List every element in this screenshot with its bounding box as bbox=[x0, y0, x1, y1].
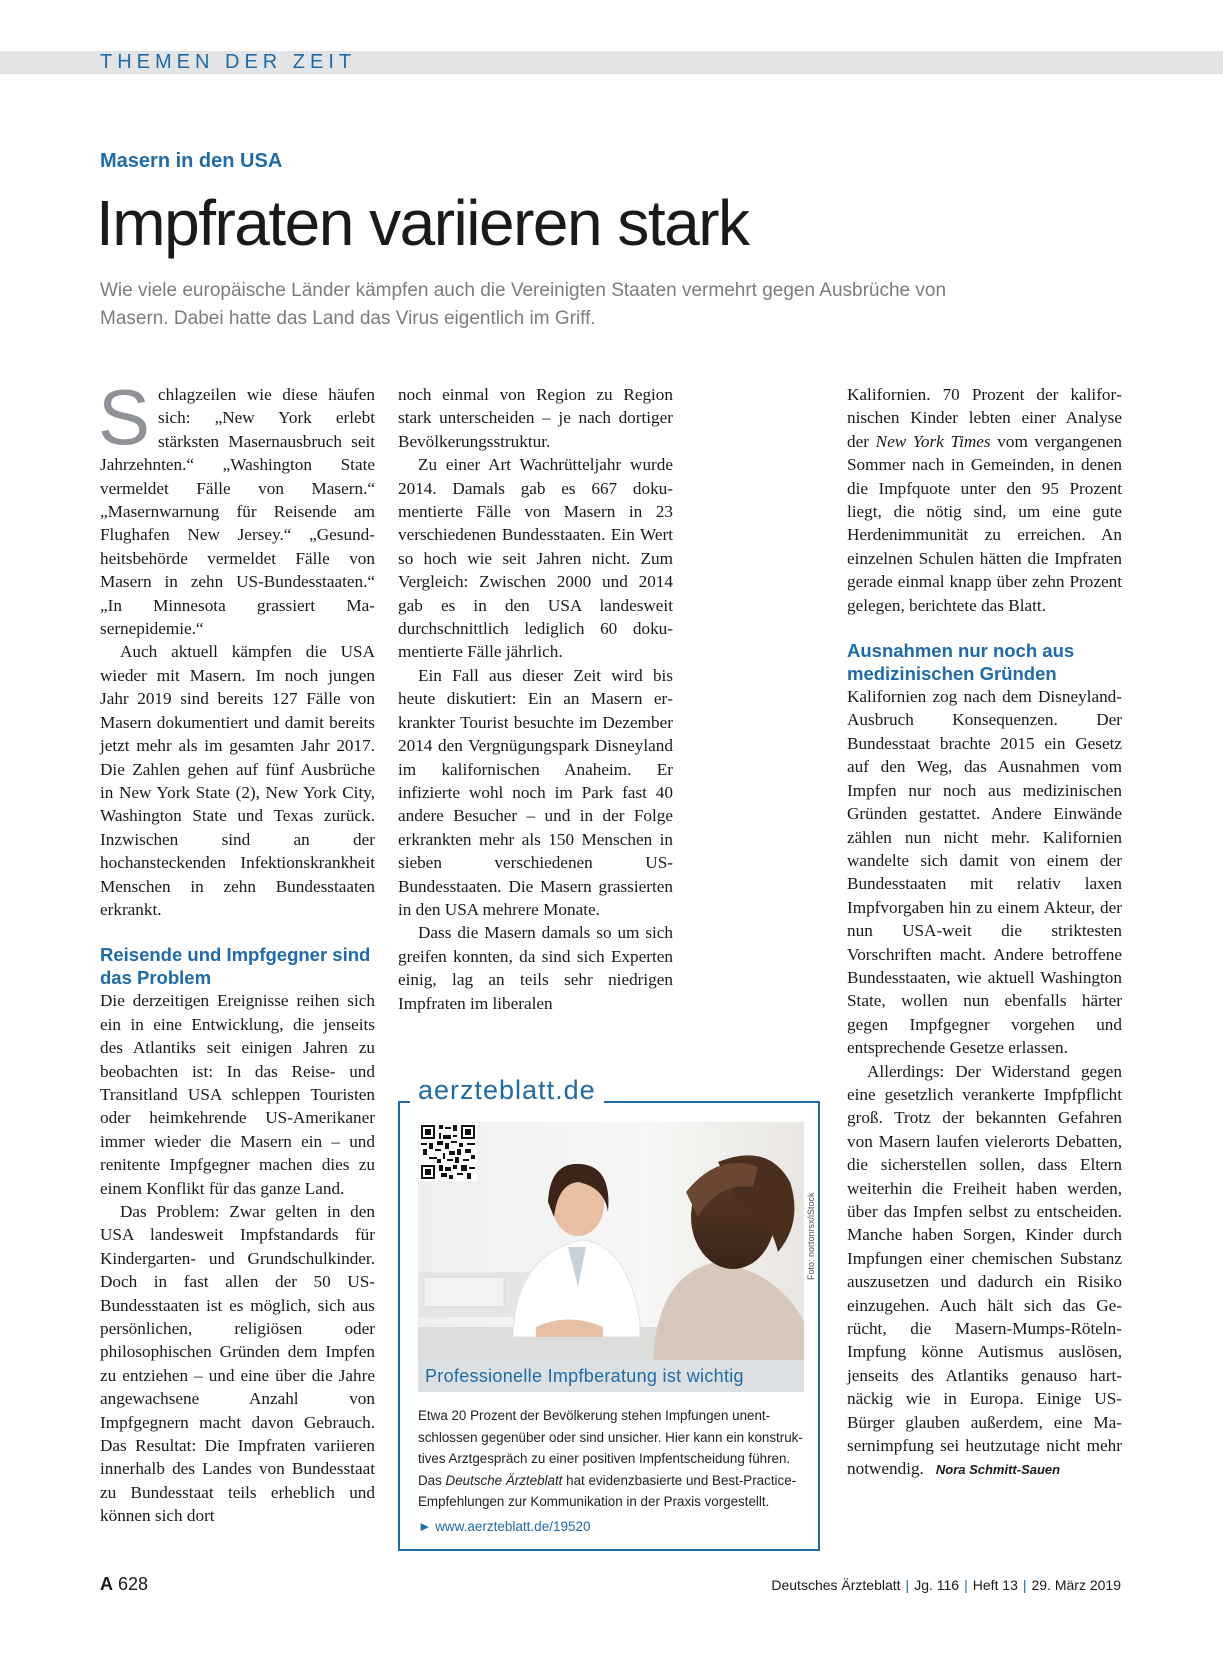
section-label: THEMEN DER ZEIT bbox=[100, 51, 357, 73]
paragraph: Dass die Masern damals so um sich greifen konnten, da sind sich Experten einig, lag an teils sehr niedrigen Impfraten im liberalen bbox=[398, 923, 673, 1013]
paragraph-text: chlagzeilen wie diese häufen sich: „New York erlebt stärksten Masernausbruch seit Jahrzehnten.“ „Washington State vermeldet Fälle von Masern.“ „Masernwarnung für Reisende am Flughafen New Jersey.“ „Gesundheitsbehörde vermeldet Fälle von Masern in zehn US-Bundesstaaten.“ „In Minnesota grassiert Masernepidemie.“ bbox=[100, 385, 375, 639]
paragraph: Die derzeitigen Ereignisse reihen sich ein in eine Entwicklung, die jenseits des Atlantiks seit einigen Jahren zu beobachten ist: In das Reise- und Transitland USA schleppen Touristen oder heimkehrende US-Amerikaner immer wieder die Masern ein – und renitente Impfgegner machen dies zu einem Konflikt für das ganze Land. bbox=[100, 991, 375, 1198]
drop-cap: S bbox=[98, 373, 151, 461]
paragraph-text: Allerdings: Der Widerstand gegen eine gesetzlich verankerte Impfpflicht groß. Trotz der bekannten Gefahren von Masern laufen vielerorts Debatten, die sicherstellen sollen, dass Eltern weiterhin die Freiheit haben werden, über das Impfen selbst zu entscheiden. Manche haben Sorgen, Kinder durch Impfungen einer chemischen Substanz auszusetzen und dadurch ein Risiko einzugehen. Auch hält sich das Gerücht, die Masern-Mumps-Röteln-Impfung könne Autismus auslösen, jenseits des Atlantiks genauso hartnäckig wie in Europa. Einige US-Bürger glauben außerdem, eine Masernimpfung sei heutzutage nicht mehr notwendig. bbox=[847, 1061, 1122, 1479]
caption-text-part: hat evidenzbasierte und Best-Practice-Empfehlungen zur Kommunikation in der Praxis vorgestellt. bbox=[418, 1472, 797, 1509]
paragraph-text: Kalifornien. 70 Prozent der kalifornischen Kinder lebten einer Analyse der bbox=[847, 385, 1122, 451]
headline: Impfraten variieren stark bbox=[96, 187, 749, 259]
paragraph: noch einmal von Region zu Region stark unterscheiden – je nach dortiger Bevölkerungsstruktur. bbox=[398, 385, 673, 451]
journal-info bbox=[771, 1577, 1121, 1593]
kicker: Masern in den USA bbox=[100, 150, 283, 172]
journal-name: Deutsches Ärzteblatt bbox=[771, 1577, 901, 1593]
paragraph: Das Problem: Zwar gelten in den USA landesweit Impfstandards für Kindergarten- und Grundschulkinder. Doch in fast allen der 50 US-Bundesstaaten ist es möglich, sich aus persönlichen, religiösen oder philosophischen Gründen dem Impfen zu entziehen – und eine über die Jahre angewachsene Anzahl von Impfgegnern macht davon Gebrauch. Das Resultat: Die Impfraten variieren innerhalb des Landes von Bundesstaat zu Bundesstaat teils erheblich und können sich dort bbox=[100, 1202, 375, 1526]
article-column-1 bbox=[98, 373, 375, 1528]
caption-text bbox=[418, 1405, 804, 1513]
paragraph bbox=[847, 383, 1122, 617]
qr-code[interactable] bbox=[419, 1123, 477, 1181]
article-column-3 bbox=[847, 383, 1122, 1482]
paragraph: Ein Fall aus dieser Zeit wird bis heute diskutiert: Ein an Masern erkrankter Tourist besuchte im Dezember 2014 den Vergnügungspark Disneyland im kalifornischen Anaheim. Er infizierte wohl noch im Park fast 40 andere Besucher – und in der Folge erkrankten mehr als 150 Menschen in sieben verschiedenen US-Bundesstaaten. Die Masern grassierten in den USA mehrere Monate. bbox=[398, 665, 673, 919]
publication-name: Deutsche Ärzteblatt bbox=[445, 1472, 563, 1488]
caption-text-part: Etwa 20 Prozent der Bevölkerung stehen Impfungen unentschlossen gegenüber oder sind unsicher. Hier kann ein konstruktives Arztgespräch zu einer positiven Impfentscheidung führen. Das bbox=[418, 1408, 803, 1488]
page-letter: A bbox=[100, 1574, 113, 1594]
caption-title: Professionelle Impfberatung ist wichtig bbox=[425, 1366, 744, 1386]
divider: | bbox=[964, 1577, 968, 1593]
paragraph bbox=[98, 373, 375, 640]
paragraph: Zu einer Art Wachrütteljahr wurde 2014. Damals gab es 667 dokumentierte Fälle von Masern in 23 verschiedenen Bundesstaaten. Ein Wert so hoch wie seit Jahren nicht. Zum Vergleich: Zwischen 2000 und 2014 gab es in den USA landesweit durchschnittlich lediglich 60 dokumentierte Fälle jährlich. bbox=[398, 455, 673, 662]
lead-text: Wie viele europäische Länder kämpfen auch die Vereinigten Staaten vermehrt gegen Ausbrüche von Masern. Dabei hatte das Land das Virus eigentlich im Griff. bbox=[100, 280, 947, 329]
subheading: Reisende und Impfgegner sind das Problem bbox=[100, 944, 371, 989]
article-column-2 bbox=[398, 383, 673, 1015]
publication-name: New York Times bbox=[875, 431, 991, 451]
page-number bbox=[100, 1574, 148, 1595]
photo-credit: Foto: nortonrsx/iStock bbox=[806, 1192, 816, 1280]
box-brand: aerzteblatt.de bbox=[410, 1073, 604, 1107]
paragraph-text: vom vergangenen Sommer nach in Gemeinden, in denen die Impfquote unter den 95 Prozent liegt, die nötig sind, um eine gute Herdenimmunität zu erreichen. An einzelnen Schulen hätten die Impfraten gerade einmal knapp über zehn Prozent gelegen, berichtete das Blatt. bbox=[847, 431, 1122, 615]
subheading: Ausnahmen nur noch aus medizinischen Gründen bbox=[847, 640, 1075, 685]
page-number-value: 628 bbox=[118, 1574, 149, 1594]
paragraph: Kalifornien zog nach dem Disneyland-Ausbruch Konsequenzen. Der Bundesstaat brachte 2015 ein Gesetz auf den Weg, das Ausnahmen vom Impfen nur noch aus medizinischen Gründen gestattet. Andere Einwände zählen nun nicht mehr. Kalifornien wandelte sich damit von einem der Bundesstaaten mit relativ laxen Impfvorgaben hin zu einem Akteur, der nun USA-weit die striktesten Vorschriften macht. Andere betroffene Bundesstaaten, wie aktuell Washington State, wollen nun ebenfalls härter gegen Impfgegner vorgehen und entsprechende Gesetze erlassen. bbox=[847, 687, 1122, 1058]
link-url[interactable]: www.aerzteblatt.de/19520 bbox=[435, 1519, 591, 1534]
paragraph bbox=[847, 1060, 1122, 1482]
divider: | bbox=[905, 1577, 910, 1593]
journal-issue: Heft 13 bbox=[972, 1577, 1018, 1593]
paragraph: Auch aktuell kämpfen die USA wieder mit Masern. Im noch jungen Jahr 2019 sind bereits 127 Fälle von Masern dokumentiert und damit bereits jetzt mehr als im gesamten Jahr 2017. Die Zahlen gehen auf fünf Ausbrüche in New York State (2), New York City, Washington State und Texas zurück. Inzwischen sind an der hochansteckenden Infektionskrankheit Menschen in zehn Bundesstaaten erkrankt. bbox=[100, 642, 375, 919]
arrow-right-icon: ► bbox=[418, 1519, 432, 1534]
journal-volume: Jg. 116 bbox=[914, 1577, 960, 1593]
divider: | bbox=[1022, 1577, 1027, 1593]
box-link[interactable] bbox=[418, 1519, 591, 1534]
journal-date: 29. März 2019 bbox=[1031, 1577, 1121, 1593]
author: Nora Schmitt-Sauen bbox=[935, 1462, 1061, 1478]
